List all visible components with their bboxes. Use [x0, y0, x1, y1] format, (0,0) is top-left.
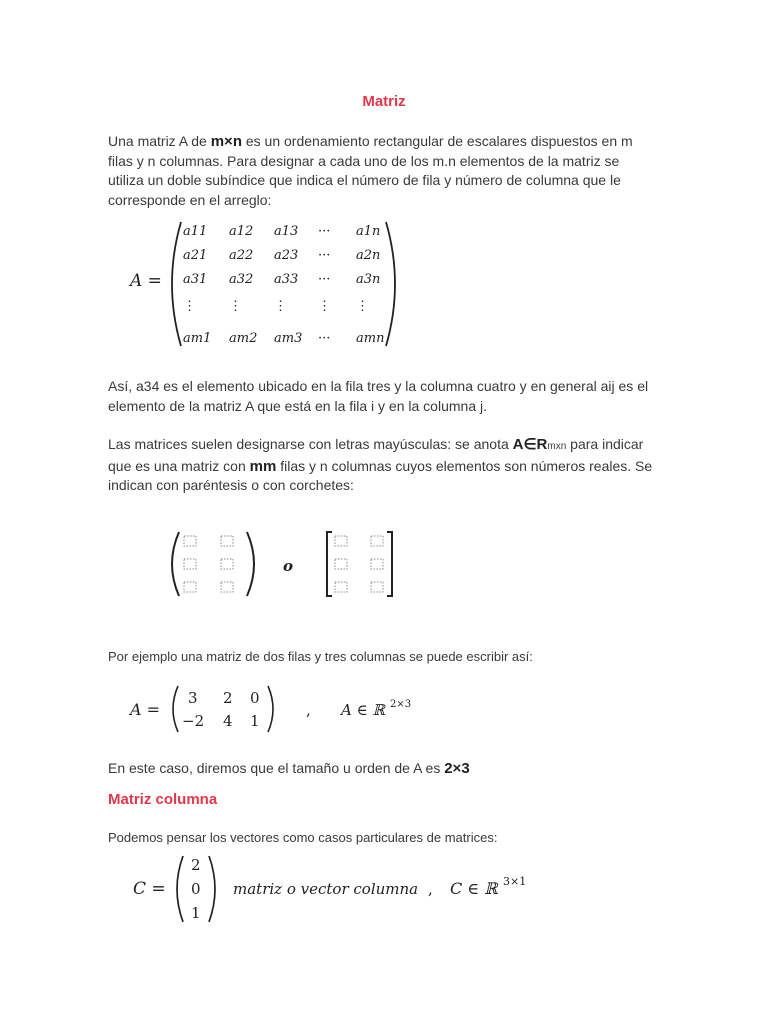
example-membership: A ∈ ℝ: [341, 701, 385, 719]
notation-text-2: para indicar que es una matriz con: [108, 436, 644, 474]
column-membership: C ∈ ℝ: [450, 879, 498, 898]
matrix-cell: ⋮: [274, 299, 287, 314]
matrix-cell: a33: [274, 272, 299, 287]
example-cell: 4: [223, 712, 233, 730]
a-in-r-term: A∈R: [512, 436, 548, 453]
notation-text-3: filas y n columnas cuyos elementos son números reales. Se indican con paréntesis o con corchetes:: [108, 457, 653, 493]
matrix-cell: a13: [274, 224, 299, 239]
example-cell: 1: [250, 712, 260, 730]
left-paren: [172, 222, 181, 346]
column-exponent: 3×1: [503, 875, 527, 888]
example-comma: ,: [306, 701, 311, 719]
intro-text-2: es un ordenamiento rectangular de escalares dispuestos en m filas y n columnas. Para designar a cada uno de los m.n elementos de la matriz se utiliza un doble subíndice que indica el número de fila y número de columna que le corresponde en el arreglo:: [108, 133, 633, 208]
matrix-cell: am1: [183, 331, 212, 346]
bracket-separator: o: [283, 557, 294, 575]
example-cell: 0: [250, 689, 260, 707]
paren-left: [172, 532, 179, 596]
matrix-cell: ⋮: [356, 299, 369, 314]
mm-term: mm: [249, 457, 277, 475]
matrix-cell: ⋮: [318, 299, 331, 314]
example-cell: −2: [182, 712, 205, 730]
example-right-paren: [268, 686, 273, 732]
matrix-cell: ⋮: [229, 299, 242, 314]
notation-text-1: Las matrices suelen designarse con letras mayúsculas: se anota: [108, 436, 513, 452]
size-paragraph: [108, 759, 653, 778]
column-cell: 1: [191, 904, 201, 922]
section-title-column: Matriz columna: [108, 791, 218, 808]
paren-placeholder-boxes: [184, 536, 233, 592]
matrix-cell: ⋮: [183, 299, 196, 314]
general-matrix: [125, 218, 415, 355]
mxn-term: m×n: [210, 133, 242, 150]
matrix-cell: a21: [183, 248, 208, 263]
matrix-cell: am2: [229, 331, 258, 346]
column-comma: ,: [428, 880, 433, 898]
mxn-subscript: mxn: [547, 441, 567, 452]
vectors-paragraph: Podemos pensar los vectores como casos particulares de matrices:: [108, 830, 498, 845]
bracket-placeholder-boxes: [335, 536, 383, 592]
element-paragraph: Así, a34 es el elemento ubicado en la fila tres y la columna cuatro y en general aij es el elemento de la matriz A que está en la fila i y en la columna j.: [108, 378, 649, 414]
column-vector: [133, 853, 533, 930]
intro-text-1: Una matriz A de: [108, 133, 211, 149]
matrix-cell: a11: [183, 224, 208, 239]
matrix-cell: amn: [356, 331, 385, 346]
size-term: 2×3: [444, 760, 470, 777]
example-paragraph: Por ejemplo una matriz de dos filas y tres columnas se puede escribir así:: [108, 649, 533, 664]
matrix-a-lhs: A =: [130, 271, 162, 291]
matrix-cell: ···: [318, 224, 331, 239]
column-lhs: C =: [133, 879, 166, 899]
column-cell: 0: [191, 880, 201, 898]
matrix-cell: ···: [318, 248, 331, 263]
example-exponent: 2×3: [390, 699, 412, 710]
example-matrix-svg: [128, 682, 428, 737]
matrix-cell: a32: [229, 272, 254, 287]
column-left-paren: [177, 856, 183, 922]
matrix-cell: a12: [229, 224, 254, 239]
matrix-cell: a23: [274, 248, 299, 263]
example-matrix: [128, 682, 428, 742]
matrix-cell: a22: [229, 248, 254, 263]
column-label: matriz o vector columna: [233, 880, 419, 898]
matrix-cell: a3n: [356, 272, 381, 287]
matrix-cell: ···: [318, 272, 331, 287]
notation-paragraph: [108, 435, 653, 496]
example-cell: 2: [223, 689, 233, 707]
column-right-paren: [209, 856, 215, 922]
bracket-left: [327, 532, 332, 596]
paren-right: [247, 532, 254, 596]
matrix-cell: a31: [183, 272, 208, 287]
column-vector-svg: [133, 853, 533, 925]
example-cell: 3: [188, 689, 198, 707]
bracket-right: [387, 532, 392, 596]
right-paren: [386, 222, 395, 346]
matrix-cell: ···: [318, 331, 331, 346]
bracket-svg: [165, 528, 405, 603]
matrix-cell: a2n: [356, 248, 381, 263]
general-matrix-svg: [125, 218, 415, 350]
example-lhs: A =: [130, 700, 161, 719]
column-cell: 2: [191, 856, 201, 874]
intro-paragraph: [108, 132, 653, 210]
matrix-cell: a1n: [356, 224, 381, 239]
example-left-paren: [173, 686, 178, 732]
bracket-illustration: [165, 528, 405, 608]
page-title: Matriz: [362, 93, 406, 110]
size-text: En este caso, diremos que el tamaño u orden de A es: [108, 760, 445, 776]
matrix-cell: am3: [274, 331, 303, 346]
